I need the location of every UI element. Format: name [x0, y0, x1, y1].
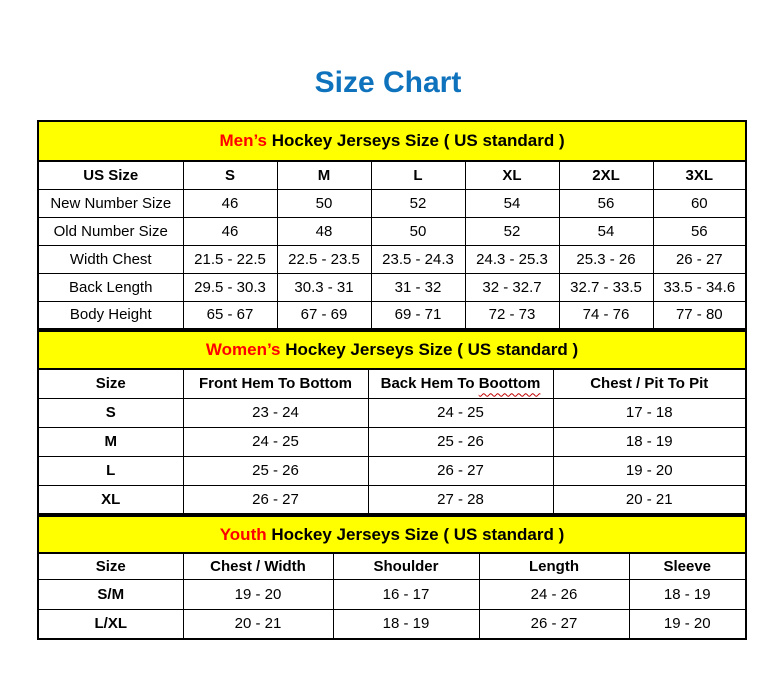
womens-table-band: [38, 331, 746, 369]
cell: 26 - 27: [368, 456, 553, 485]
cell: 56: [653, 217, 746, 245]
cell: 25.3 - 26: [559, 245, 653, 273]
cell: 21.5 - 22.5: [183, 245, 277, 273]
youth-col-chest-width: Chest / Width: [183, 553, 333, 579]
row-label: L/XL: [38, 609, 183, 639]
cell: 74 - 76: [559, 301, 653, 329]
cell: 52: [465, 217, 559, 245]
cell: 18 - 19: [553, 427, 746, 456]
mens-col-3xl: 3XL: [653, 161, 746, 189]
youth-size-table: [37, 515, 747, 640]
mens-row-back-length: [38, 273, 746, 301]
cell: 56: [559, 189, 653, 217]
cell: 24.3 - 25.3: [465, 245, 559, 273]
womens-row-s: [38, 398, 746, 427]
cell: 24 - 25: [183, 427, 368, 456]
womens-band-rest: Hockey Jerseys Size ( US standard ): [280, 340, 579, 359]
womens-col-size: Size: [38, 369, 183, 398]
mens-column-header-row: [38, 161, 746, 189]
back-hem-label: Back Hem To: [380, 375, 475, 393]
womens-row-xl: [38, 485, 746, 514]
womens-col-chest: Chest / Pit To Pit: [553, 369, 746, 398]
cell: 19 - 20: [629, 609, 746, 639]
cell: 18 - 19: [629, 579, 746, 609]
cell: 60: [653, 189, 746, 217]
cell: 54: [465, 189, 559, 217]
cell: 24 - 26: [479, 579, 629, 609]
row-label: New Number Size: [38, 189, 183, 217]
cell: 16 - 17: [333, 579, 479, 609]
mens-col-l: L: [371, 161, 465, 189]
womens-size-table: [37, 330, 747, 515]
womens-band-title: [38, 331, 746, 369]
cell: 25 - 26: [183, 456, 368, 485]
youth-table-band: [38, 516, 746, 553]
womens-column-header-row: [38, 369, 746, 398]
size-chart-tables: [37, 120, 745, 640]
cell: 22.5 - 23.5: [277, 245, 371, 273]
cell: 26 - 27: [183, 485, 368, 514]
cell: 20 - 21: [553, 485, 746, 514]
cell: 27 - 28: [368, 485, 553, 514]
cell: 67 - 69: [277, 301, 371, 329]
youth-band-rest: Hockey Jerseys Size ( US standard ): [266, 524, 565, 544]
cell: 24 - 25: [368, 398, 553, 427]
page-title: Size Chart: [314, 66, 462, 99]
cell: 23.5 - 24.3: [371, 245, 465, 273]
cell: 52: [371, 189, 465, 217]
youth-col-sleeve: Sleeve: [629, 553, 746, 579]
youth-band-title: [38, 516, 746, 553]
row-label: S/M: [38, 579, 183, 609]
cell: 19 - 20: [183, 579, 333, 609]
cell: 19 - 20: [553, 456, 746, 485]
cell: 26 - 27: [653, 245, 746, 273]
mens-band-rest: Hockey Jerseys Size ( US standard ): [267, 131, 565, 150]
cell: 48: [277, 217, 371, 245]
cell: 72 - 73: [465, 301, 559, 329]
mens-row-new-number-size: [38, 189, 746, 217]
row-label: Old Number Size: [38, 217, 183, 245]
cell: 25 - 26: [368, 427, 553, 456]
youth-column-header-row: [38, 553, 746, 579]
cell: 50: [371, 217, 465, 245]
womens-row-l: [38, 456, 746, 485]
mens-col-us-size: US Size: [38, 161, 183, 189]
mens-row-width-chest: [38, 245, 746, 273]
cell: 65 - 67: [183, 301, 277, 329]
row-label: S: [38, 398, 183, 427]
cell: 33.5 - 34.6: [653, 273, 746, 301]
cell: 32 - 32.7: [465, 273, 559, 301]
cell: 54: [559, 217, 653, 245]
womens-col-front-hem: Front Hem To Bottom: [183, 369, 368, 398]
cell: 30.3 - 31: [277, 273, 371, 301]
mens-table-band: [38, 121, 746, 161]
row-label: XL: [38, 485, 183, 514]
mens-size-table: [37, 120, 747, 330]
youth-col-shoulder: Shoulder: [333, 553, 479, 579]
cell: 69 - 71: [371, 301, 465, 329]
youth-band-accent: Youth: [219, 524, 267, 544]
row-label: Width Chest: [38, 245, 183, 273]
mens-col-m: M: [277, 161, 371, 189]
cell: 46: [183, 189, 277, 217]
mens-row-old-number-size: [38, 217, 746, 245]
youth-col-size: Size: [38, 553, 183, 579]
mens-col-xl: XL: [465, 161, 559, 189]
row-label: Body Height: [38, 301, 183, 329]
cell: 31 - 32: [371, 273, 465, 301]
row-label: M: [38, 427, 183, 456]
cell: 32.7 - 33.5: [559, 273, 653, 301]
womens-row-m: [38, 427, 746, 456]
cell: 20 - 21: [183, 609, 333, 639]
womens-band-accent: Women’s: [205, 340, 281, 359]
mens-band-title: [38, 121, 746, 161]
cell: 23 - 24: [183, 398, 368, 427]
youth-col-length: Length: [479, 553, 629, 579]
cell: 17 - 18: [553, 398, 746, 427]
cell: 26 - 27: [479, 609, 629, 639]
cell: 46: [183, 217, 277, 245]
cell: 77 - 80: [653, 301, 746, 329]
mens-band-accent: Men’s: [219, 131, 267, 150]
womens-col-back-hem: [368, 369, 553, 398]
cell: 18 - 19: [333, 609, 479, 639]
misspelled-word: Boottom: [478, 375, 541, 393]
mens-col-s: S: [183, 161, 277, 189]
cell: 29.5 - 30.3: [183, 273, 277, 301]
mens-col-2xl: 2XL: [559, 161, 653, 189]
mens-row-body-height: [38, 301, 746, 329]
youth-row-lxl: [38, 609, 746, 639]
row-label: L: [38, 456, 183, 485]
youth-row-sm: [38, 579, 746, 609]
row-label: Back Length: [38, 273, 183, 301]
cell: 50: [277, 189, 371, 217]
